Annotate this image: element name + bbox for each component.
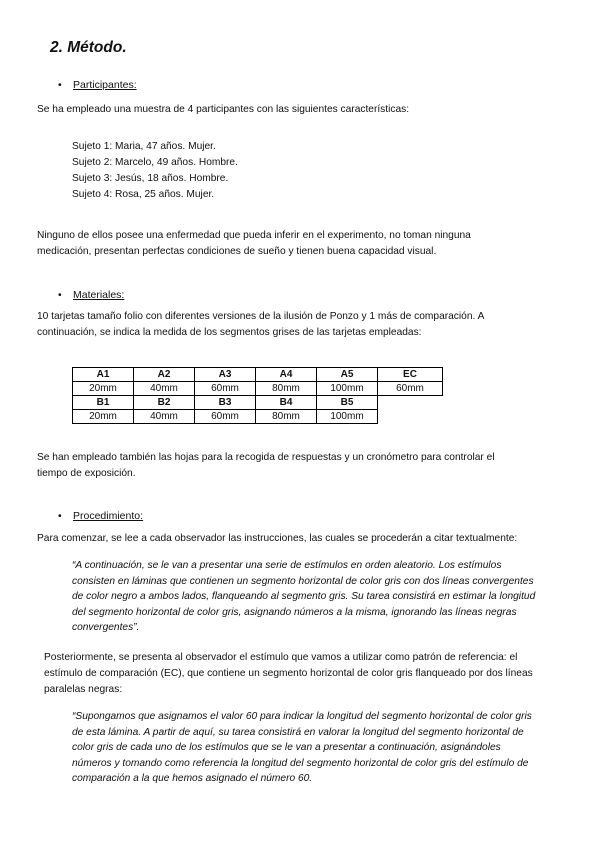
- table-header-cell: B1: [73, 396, 134, 410]
- procedimiento-heading: Procedimiento:: [73, 510, 144, 522]
- measurements-table: [72, 367, 443, 424]
- table-header-cell: A2: [134, 368, 195, 382]
- bullet-dot: •: [58, 510, 62, 522]
- paragraph-line: Posteriormente, se presenta al observador el estímulo que vamos a utilizar como patrón de referencia: el: [44, 652, 518, 663]
- table-cell: 20mm: [73, 382, 134, 396]
- participantes-heading: Participantes:: [73, 79, 137, 91]
- table-row: [73, 410, 443, 424]
- subject-line: Sujeto 1: Maria, 47 años. Mujer.: [72, 141, 216, 152]
- quote-line: comparación a la que hemos asignado el número 60.: [72, 773, 313, 784]
- materiales-intro-line: 10 tarjetas tamaño folio con diferentes versiones de la ilusión de Ponzo y 1 más de comparación. A: [37, 311, 485, 322]
- table-cell: 40mm: [134, 382, 195, 396]
- procedimiento-intro: Para comenzar, se lee a cada observador las instrucciones, las cuales se procederán a citar textualmente:: [37, 533, 518, 544]
- procedimiento-paragraph-2: [44, 650, 574, 698]
- quote-line: “Supongamos que asignamos el valor 60 para indicar la longitud del segmento horizontal de color gris: [72, 711, 532, 722]
- paragraph-line: paralelas negras:: [44, 684, 123, 695]
- table-header-cell: EC: [378, 368, 443, 382]
- materiales-intro-line: continuación, se indica la medida de los segmentos grises de las tarjetas empleadas:: [37, 327, 422, 338]
- table-header-cell: A4: [256, 368, 317, 382]
- quote-line: de esta lámina. A partir de aquí, su tarea consistirá en valorar la longitud del segmento horizontal de: [72, 726, 524, 738]
- table-empty-cell: [378, 396, 443, 410]
- subject-line: Sujeto 4: Rosa, 25 años. Mujer.: [72, 189, 215, 200]
- table-cell: 80mm: [256, 382, 317, 396]
- quote-line: “A continuación, se le van a presentar una serie de estímulos en orden aleatorio. Los estímulos: [72, 560, 502, 571]
- table-cell: 40mm: [134, 410, 195, 424]
- instruction-quote-2: [72, 709, 567, 787]
- table-header-cell: B2: [134, 396, 195, 410]
- quote-line: del segmento horizontal de color gris, asignando números a la misma, ignorando las líneas negras: [72, 606, 517, 618]
- quote-line: convergentes”.: [72, 622, 140, 633]
- quote-line: de color negro a ambos lados, flanqueando al segmento gris. Su tarea consistirá en estimar la longitud: [72, 591, 536, 602]
- quote-line: consisten en láminas que contienen un segmento horizontal de color gris con dos líneas convergentes: [72, 575, 534, 587]
- instruction-quote-1: [72, 558, 567, 636]
- materiales-extra-line: Se han empleado también las hojas para la recogida de respuestas y un cronómetro para controlar el: [37, 452, 495, 463]
- materiales-extra-line: tiempo de exposición.: [37, 468, 136, 479]
- participantes-note-line: medicación, presentan perfectas condiciones de sueño y tienen buena capacidad visual.: [37, 246, 437, 257]
- subject-line: Sujeto 2: Marcelo, 49 años. Hombre.: [72, 157, 238, 168]
- materiales-heading: Materiales:: [73, 289, 125, 301]
- bullet-dot: •: [58, 289, 62, 301]
- table-header-cell: B4: [256, 396, 317, 410]
- table-cell: 100mm: [317, 410, 378, 424]
- table-empty-cell: [378, 410, 443, 424]
- table-cell: 60mm: [195, 410, 256, 424]
- table-cell: 60mm: [378, 382, 443, 396]
- paragraph-line: estímulo de comparación (EC), que contiene un segmento horizontal de color gris flanqueado por dos líneas: [44, 668, 533, 679]
- table-header-cell: A5: [317, 368, 378, 382]
- subject-line: Sujeto 3: Jesús, 18 años. Hombre.: [72, 173, 229, 184]
- table-cell: 80mm: [256, 410, 317, 424]
- table-header-cell: B3: [195, 396, 256, 410]
- bullet-dot: •: [58, 79, 62, 91]
- quote-line: números y tomando como referencia la longitud del segmento horizontal de color gris del estímulo de: [72, 757, 529, 769]
- table-row: [73, 368, 443, 382]
- table-cell: 100mm: [317, 382, 378, 396]
- participantes-intro: Se ha empleado una muestra de 4 participantes con las siguientes características:: [37, 104, 410, 115]
- table-cell: 20mm: [73, 410, 134, 424]
- quote-line: color gris de cada uno de los estímulos que se le van a presentar a continuación, asignándoles: [72, 742, 501, 753]
- table-header-cell: B5: [317, 396, 378, 410]
- table-row: [73, 396, 443, 410]
- table-cell: 60mm: [195, 382, 256, 396]
- table-header-cell: A3: [195, 368, 256, 382]
- table-row: [73, 382, 443, 396]
- table-header-cell: A1: [73, 368, 134, 382]
- participantes-note-line: Ninguno de ellos posee una enfermedad que pueda inferir en el experimento, no toman ninguna: [37, 230, 471, 241]
- section-title: 2. Método.: [50, 39, 127, 56]
